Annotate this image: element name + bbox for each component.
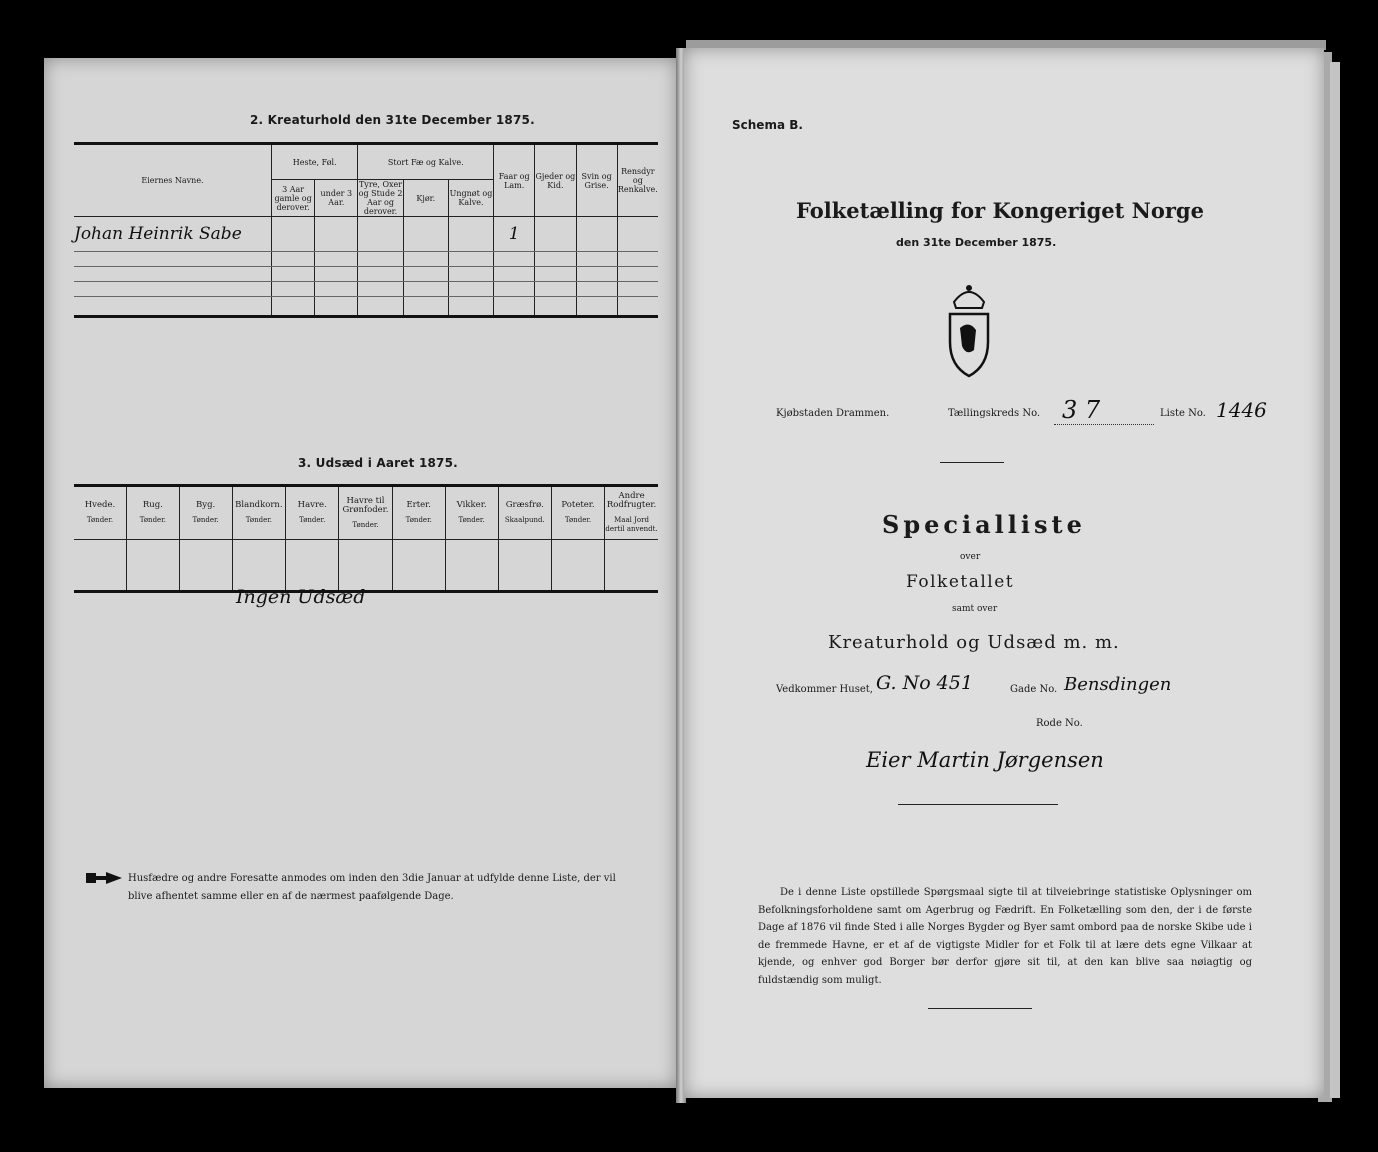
notice-text: Husfædre og andre Foresatte anmodes om inden den 3die Januar at udfylde denne Liste, der vil blive afhentet samme eller en af de nærmest paafølgende Dage. (128, 873, 616, 902)
table-row (74, 267, 658, 282)
kreaturhold-heading: Kreaturhold og Udsæd m. m. (828, 632, 1120, 653)
gade-value: Bensdingen (1064, 674, 1172, 695)
seed-col-header (179, 486, 232, 540)
seed-col-unit: Tønder. (299, 516, 326, 524)
seed-col-header (392, 486, 445, 540)
census-title: Folketælling for Kongeriget Norge (796, 198, 1204, 223)
liste-value: 1446 (1216, 398, 1267, 422)
table-row (74, 252, 658, 267)
stort-sub1: Tyre, Oxer og Stude 2 Aar og derover. (358, 180, 403, 216)
seed-col-unit: Tønder. (192, 516, 219, 524)
census-date: den 31te December 1875. (896, 236, 1057, 249)
faar-count: 1 (508, 224, 520, 244)
table-row (74, 217, 658, 252)
left-page (44, 58, 677, 1088)
livestock-table (74, 142, 658, 318)
heste-sub1: 3 Aar gamle og derover. (272, 180, 315, 217)
table-row (74, 580, 658, 592)
stort-sub2: Kjør. (403, 180, 448, 217)
right-page (684, 48, 1324, 1098)
specialliste-heading: Specialliste (882, 510, 1086, 539)
heste-sub2: under 3 Aar. (315, 180, 358, 217)
over-label-1: over (960, 552, 981, 562)
samt-over-label: samt over (952, 604, 998, 614)
huset-value: G. No 451 (876, 672, 973, 694)
seed-cell (498, 540, 551, 581)
rode-label: Rode No. (1036, 718, 1083, 729)
coat-of-arms-icon (944, 280, 994, 378)
owner-signature: Eier Martin Jørgensen (866, 748, 1104, 772)
seed-col-unit: Skaalpund. (504, 516, 545, 524)
seed-col-unit: Tønder. (564, 516, 592, 524)
faar-col-header: Faar og Lam. (494, 144, 535, 217)
kjobstad-label: Kjøbstaden Drammen. (776, 408, 890, 419)
seed-cell (498, 580, 551, 592)
seed-cell (232, 540, 286, 581)
seed-table (74, 484, 658, 593)
seed-col-header (126, 486, 179, 540)
seed-col-header (445, 486, 498, 540)
heste-col-header: Heste, Føl. (272, 144, 358, 180)
seed-col-name: Blandkorn. (235, 500, 283, 510)
seed-col-unit: Tønder. (405, 516, 432, 524)
seed-cell (605, 540, 658, 581)
seed-col-header (339, 486, 393, 540)
divider (898, 804, 1058, 805)
stort-col-header: Stort Fæ og Kalve. (358, 144, 494, 180)
seed-cell (605, 580, 658, 592)
folketallet-heading: Folketallet (906, 572, 1015, 592)
gade-label: Gade No. (1010, 684, 1058, 695)
owner-name: Johan Heinrik Sabe (74, 224, 242, 244)
seed-cell (445, 540, 498, 581)
seed-col-unit: Tønder. (352, 520, 379, 529)
seed-col-name: Erter. (406, 500, 431, 510)
footer-paragraph: De i denne Liste opstillede Spørgsmaal sigte til at tilveiebringe statistiske Oplysninger om Befolkningsforholdene samt om Agerbrug og Fædrift. En Folketælling som den, der i de første Dage af 1876 vil finde Sted i alle Norges Bygder og Byer samt ombord paa de norske Skibe ude i de fremmede Havne, er et af de vigtigste Midler for et Folk til at lære dets egne Vilkaar at kjende, og enhver god Borger bør derfor gjøre sit til, at den kan blive saa nøiagtig og fuldstændig som muligt. (758, 887, 1252, 986)
seed-cell (286, 540, 339, 581)
seed-cell (339, 540, 393, 581)
owner-col-header: Eiernes Navne. (74, 144, 272, 217)
table-row (74, 297, 658, 317)
seed-cell (179, 580, 232, 592)
seed-col-unit: Maal Jord dertil anvendt. (605, 516, 658, 533)
divider (940, 462, 1004, 463)
table-row (74, 282, 658, 297)
seed-cell (126, 580, 179, 592)
kreds-dotted-line (1054, 424, 1154, 425)
kreds-value: 3 7 (1062, 396, 1101, 424)
kreds-label: Tællingskreds No. (948, 408, 1041, 419)
liste-label: Liste No. (1160, 408, 1206, 419)
gjeder-col-header: Gjeder og Kid. (535, 144, 576, 217)
section2-title: 2. Kreaturhold den 31te December 1875. (250, 113, 535, 127)
seed-col-header (74, 486, 126, 540)
seed-col-name: Vikker. (456, 500, 487, 510)
seed-col-name: Havre. (297, 500, 327, 510)
seed-cell (179, 540, 232, 581)
section3-title: 3. Udsæd i Aaret 1875. (298, 456, 458, 470)
seed-col-name: Rug. (142, 500, 163, 510)
seed-col-name: Hvede. (84, 500, 116, 510)
divider (928, 1008, 1032, 1009)
seed-col-header (605, 486, 658, 540)
seed-col-unit: Tønder. (86, 516, 114, 524)
seed-col-name: Poteter. (561, 500, 595, 510)
seed-col-name: Havre til Grønfoder. (342, 495, 389, 515)
seed-col-header (498, 486, 551, 540)
seed-cell (445, 580, 498, 592)
seed-cell (551, 540, 604, 581)
vedkommer-label: Vedkommer Huset, (776, 684, 873, 695)
seed-cell (74, 540, 126, 581)
rensdyr-col-header: Rensdyr og Renkalve. (617, 144, 658, 217)
seed-cell (392, 540, 445, 581)
pointing-hand-icon (84, 868, 124, 888)
svin-col-header: Svin og Grise. (576, 144, 617, 217)
seed-cell (392, 580, 445, 592)
seed-col-unit: Tønder. (245, 516, 273, 524)
seed-cell (551, 580, 604, 592)
schema-label: Schema B. (732, 118, 803, 132)
seed-col-unit: Tønder. (458, 516, 485, 524)
page-stack-edge (1330, 62, 1340, 1098)
seed-col-name: Græsfrø. (505, 500, 544, 510)
seed-cell (74, 580, 126, 592)
seed-cell (126, 540, 179, 581)
seed-col-unit: Tønder. (139, 516, 166, 524)
seed-col-name: Andre Rodfrugter. (606, 491, 657, 510)
seed-col-name: Byg. (196, 500, 216, 510)
seed-col-header (551, 486, 604, 540)
table-row (74, 540, 658, 581)
seed-col-header (232, 486, 286, 540)
seed-col-header (286, 486, 339, 540)
stort-sub3: Ungnøt og Kalve. (448, 180, 493, 217)
seed-handwritten: Ingen Udsæd (236, 586, 366, 608)
